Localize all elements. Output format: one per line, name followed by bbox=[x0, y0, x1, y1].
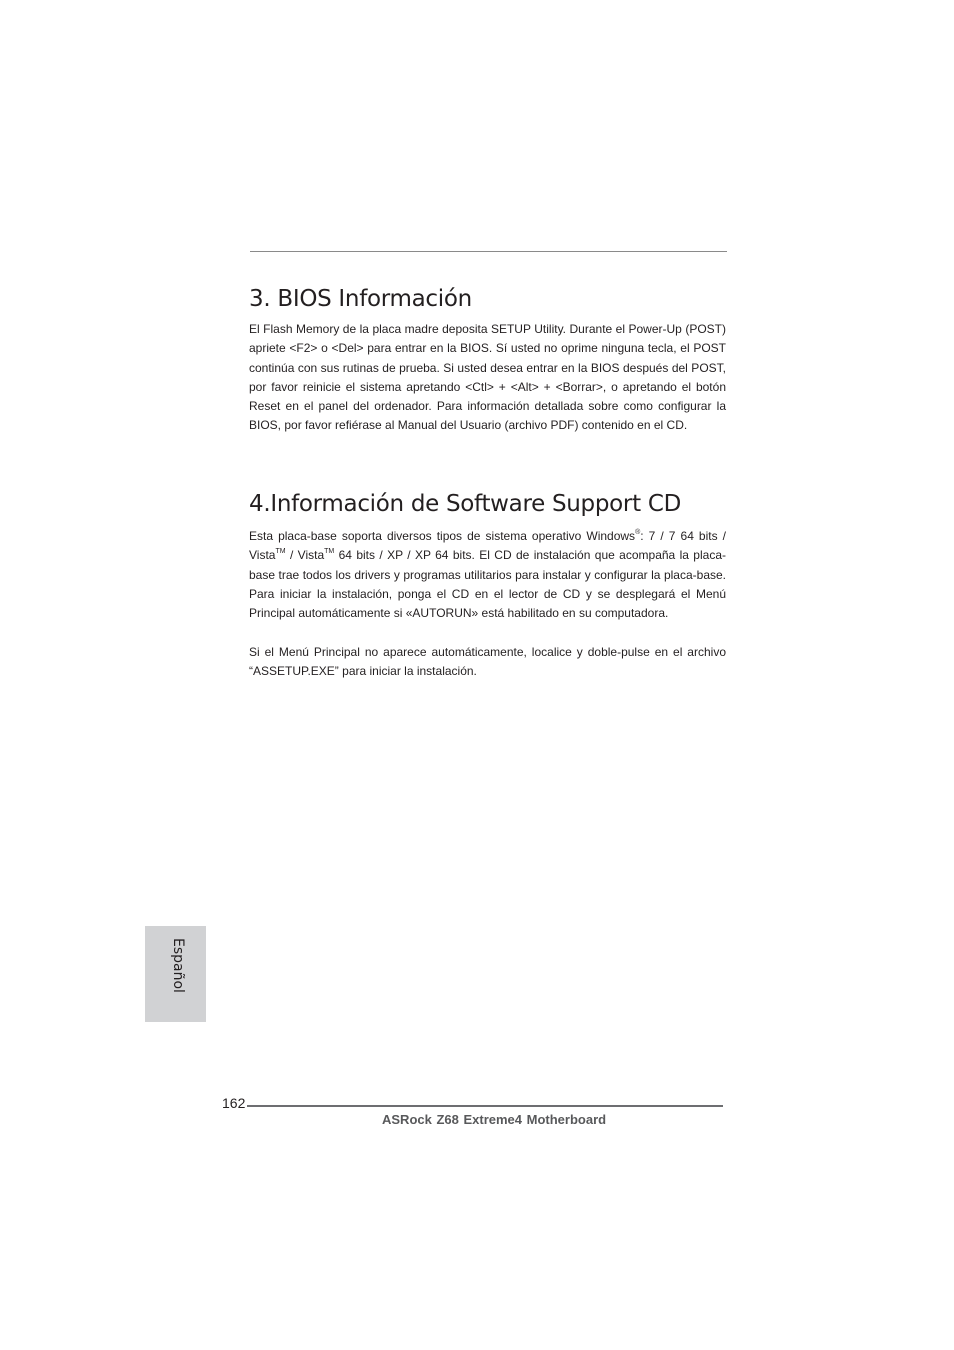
page-number: 162 bbox=[222, 1095, 246, 1111]
p1-text-c: / Vista bbox=[285, 548, 325, 563]
p1-text-a: Esta placa-base soporta diversos tipos de sistema operativo Windows bbox=[249, 529, 636, 543]
top-divider bbox=[250, 251, 727, 252]
footer-divider bbox=[247, 1105, 723, 1107]
p1-text-b: : 7 / 7 64 bits / Vista bbox=[249, 529, 727, 563]
trademark-mark: TM bbox=[324, 548, 335, 556]
p1-text-d: 64 bits / XP / XP 64 bits. El CD de instalación que acompaña la placa-base trae todos los drivers y programas utilitarios para instalar y configurar la placa-base. Para iniciar la instalación, ponga el CD en el lector de CD y se desplegará el Menú Principal automáticamente si «AUTORUN» está habilitado en su computadora. bbox=[249, 548, 726, 621]
section-4-body-paragraph-2: Si el Menú Principal no aparece automáticamente, localice y doble-pulse en el archivo “ASSETUP.EXE” para iniciar la instalación. bbox=[249, 645, 726, 679]
language-label: Español bbox=[170, 938, 186, 993]
section-4-heading: 4.Información de Software Support CD bbox=[249, 491, 681, 517]
section-4-body-paragraph-1 bbox=[249, 527, 726, 623]
section-3-heading: 3. BIOS Información bbox=[249, 286, 472, 312]
registered-mark: ® bbox=[635, 529, 641, 536]
trademark-mark: TM bbox=[275, 548, 286, 556]
language-side-tab bbox=[145, 926, 206, 1022]
footer-title: ASRock Z68 Extreme4 Motherboard bbox=[382, 1112, 607, 1127]
section-3-body: El Flash Memory de la placa madre deposita SETUP Utility. Durante el Power-Up (POST) apriete <F2> o <Del> para entrar en la BIOS. Sí usted no oprime ninguna tecla, el POST continúa con sus rutinas de prueba. Si usted desea entrar en la BIOS después del POST, por favor reinicie el sistema apretando <Ctl> + <Alt> + <Borrar>, o apretando el botón Reset en el panel del ordenador. Para información detallada sobre como configurar la BIOS, por favor refiérase al Manual del Usuario (archivo PDF) contenido en el CD. bbox=[249, 322, 726, 433]
